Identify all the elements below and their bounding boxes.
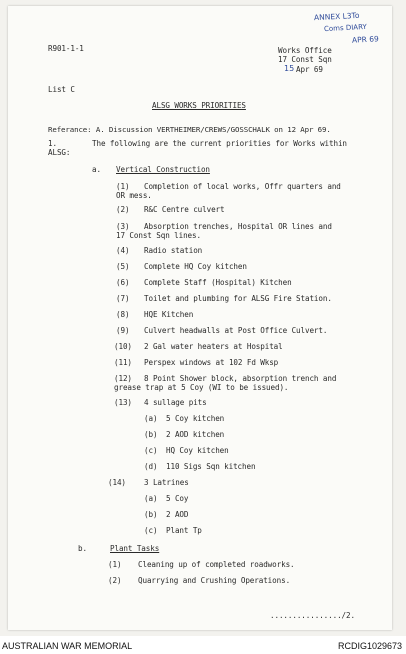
document-title: ALSG WORKS PRIORITIES xyxy=(152,101,246,110)
sub-item-text: HQ Coy kitchen xyxy=(166,446,229,455)
sub-item-letter: (a) xyxy=(144,494,158,503)
item-number: (12) xyxy=(114,374,132,383)
item-number: (9) xyxy=(116,326,130,335)
item-number: (1) xyxy=(116,182,130,191)
para-1-number: 1. xyxy=(48,139,57,148)
archive-footer xyxy=(0,636,406,654)
sub-item-letter: (c) xyxy=(144,446,158,455)
sub-item-text: 5 Coy xyxy=(166,494,189,503)
item-text: 3 Latrines xyxy=(144,478,189,487)
sub-item-text: 2 AOD kitchen xyxy=(166,430,225,439)
item-text: Toilet and plumbing for ALSG Fire Station. xyxy=(144,294,332,303)
sub-item-letter: (d) xyxy=(144,462,158,471)
item-number: (11) xyxy=(114,358,132,367)
item-number: (2) xyxy=(116,205,130,214)
item-number: (10) xyxy=(114,342,132,351)
sub-item-text: 110 Sigs Sqn kitchen xyxy=(166,462,256,471)
document-page xyxy=(8,6,392,630)
annotation-line-3: APR 69 xyxy=(351,34,380,45)
item-number: (14) xyxy=(108,478,126,487)
item-text: Culvert headwalls at Post Office Culvert. xyxy=(144,326,328,335)
item-number: (4) xyxy=(116,246,130,255)
item-text: Complete HQ Coy kitchen xyxy=(144,262,247,271)
item-text: Quarrying and Crushing Operations. xyxy=(138,576,291,585)
item-text: 4 sullage pits xyxy=(144,398,207,407)
sub-item-letter: (b) xyxy=(144,430,158,439)
annotation-line-1: ANNEX L3To xyxy=(313,10,360,23)
item-text: Absorption trenches, Hospital OR lines and xyxy=(144,222,332,231)
date-day-handwritten: 15 xyxy=(284,64,295,73)
sub-item-letter: (c) xyxy=(144,526,158,535)
item-number: (2) xyxy=(108,576,122,585)
item-number: (5) xyxy=(116,262,130,271)
item-text: 8 Point Shower block, absorption trench and xyxy=(144,374,337,383)
section-b-heading: Plant Tasks xyxy=(110,544,160,553)
item-text-continued: grease trap at 5 Coy (WI to be issued). xyxy=(114,383,289,392)
item-text: R&C Centre culvert xyxy=(144,205,225,214)
item-number: (6) xyxy=(116,278,130,287)
item-text-continued: OR mess. xyxy=(116,191,152,200)
item-number: (7) xyxy=(116,294,130,303)
item-text: HQE Kitchen xyxy=(144,310,194,319)
item-text: Cleaning up of completed roadworks. xyxy=(138,560,295,569)
item-text: 2 Gal water heaters at Hospital xyxy=(144,342,283,351)
item-text: Complete Staff (Hospital) Kitchen xyxy=(144,278,292,287)
item-text-continued: 17 Const Sqn lines. xyxy=(116,231,201,240)
date-month-year: Apr 69 xyxy=(296,65,323,74)
list-label: List C xyxy=(48,85,75,94)
archive-record-id: RCDIG1029673 xyxy=(337,641,402,651)
reference-line: Referance: A. Discussion VERTHEIMER/CREWS/GOSSCHALK on 12 Apr 69. xyxy=(48,125,331,134)
sub-item-letter: (b) xyxy=(144,510,158,519)
item-number: (1) xyxy=(108,560,122,569)
section-a-letter: a. xyxy=(92,165,101,174)
sub-item-letter: (a) xyxy=(144,414,158,423)
sub-item-text: 5 Coy kitchen xyxy=(166,414,225,423)
para-1-line-2: ALSG: xyxy=(48,148,71,157)
section-a-heading: Vertical Construction xyxy=(116,165,210,174)
item-text: Radio station xyxy=(144,246,203,255)
file-reference: R901-1-1 xyxy=(48,44,84,53)
continuation-marker: ................/2. xyxy=(270,611,355,620)
archive-name: AUSTRALIAN WAR MEMORIAL xyxy=(2,641,133,651)
item-text: Perspex windows at 102 Fd Wksp xyxy=(144,358,279,367)
item-text: Completion of local works, Offr quarters and xyxy=(144,182,341,191)
item-number: (3) xyxy=(116,222,130,231)
item-number: (8) xyxy=(116,310,130,319)
annotation-line-2: Coms DIARY xyxy=(323,22,367,34)
sub-item-text: 2 AOD xyxy=(166,510,189,519)
unit-name: 17 Const Sqn xyxy=(278,55,332,64)
section-b-letter: b. xyxy=(78,544,87,553)
item-number: (13) xyxy=(114,398,132,407)
para-1-line-1: The following are the current priorities for Works within xyxy=(92,139,347,148)
office-name: Works Office xyxy=(278,46,332,55)
sub-item-text: Plant Tp xyxy=(166,526,202,535)
